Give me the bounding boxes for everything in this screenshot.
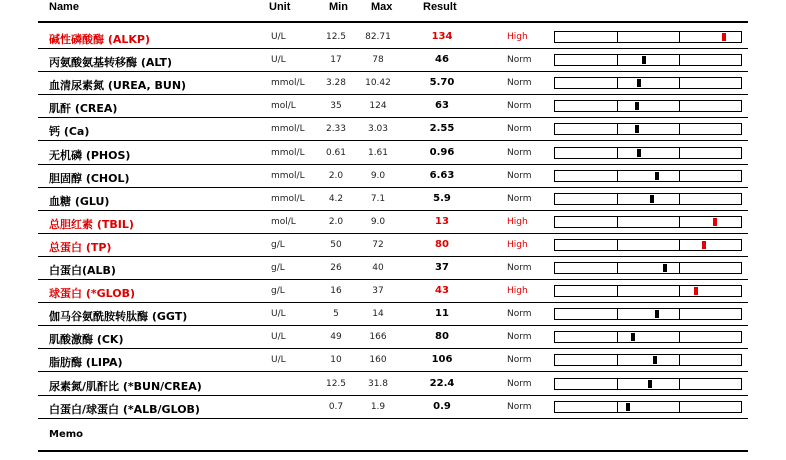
test-name: 无机磷 (PHOS) xyxy=(49,148,131,162)
result-value: 134 xyxy=(431,31,453,42)
header-unit: Unit xyxy=(269,1,291,13)
test-name: 总胆红素 (TBIL) xyxy=(49,217,134,231)
row-divider xyxy=(38,256,748,257)
range-bar xyxy=(554,147,742,159)
result-value: 0.96 xyxy=(429,146,455,158)
row-divider xyxy=(38,279,748,280)
unit-value: mmol/L xyxy=(271,147,305,158)
result-marker xyxy=(655,172,659,180)
row-divider xyxy=(38,210,748,211)
test-name: 钙 (Ca) xyxy=(49,125,90,139)
max-value: 124 xyxy=(369,101,387,112)
row-divider xyxy=(38,140,748,141)
result-marker xyxy=(642,56,646,64)
max-value: 3.03 xyxy=(367,124,389,135)
result-value: 6.63 xyxy=(429,169,455,181)
min-value: 5 xyxy=(333,309,339,320)
table-row xyxy=(0,96,786,119)
range-divider xyxy=(679,402,680,412)
range-divider xyxy=(617,240,618,250)
table-row xyxy=(0,27,786,50)
max-value: 9.0 xyxy=(370,216,386,227)
range-bar xyxy=(554,54,742,66)
min-value: 35 xyxy=(330,101,342,112)
range-divider xyxy=(617,379,618,389)
result-value: 80 xyxy=(435,238,449,250)
result-value: 43 xyxy=(435,285,449,297)
range-divider xyxy=(679,217,680,227)
result-value: 37 xyxy=(435,262,449,273)
range-divider xyxy=(679,286,680,296)
range-divider xyxy=(617,124,618,134)
test-name: 血糖 (GLU) xyxy=(49,194,110,208)
result-marker xyxy=(713,218,717,226)
status-flag: Norm xyxy=(507,147,532,158)
max-value: 7.1 xyxy=(370,193,386,204)
footer-rule xyxy=(38,450,748,452)
status-flag: High xyxy=(507,239,528,250)
unit-value: U/L xyxy=(271,32,286,42)
max-value: 31.8 xyxy=(367,378,389,389)
test-name: 球蛋白 (*GLOB) xyxy=(49,287,136,301)
max-value: 1.9 xyxy=(370,401,386,412)
range-divider xyxy=(679,379,680,389)
table-row xyxy=(0,350,786,373)
table-row xyxy=(0,235,786,258)
row-divider xyxy=(38,117,748,118)
status-flag: Norm xyxy=(507,401,532,412)
max-value: 78 xyxy=(372,55,384,66)
header-min: Min xyxy=(329,1,348,13)
unit-value: U/L xyxy=(271,55,286,66)
max-value: 1.61 xyxy=(367,147,389,158)
unit-value: mol/L xyxy=(271,216,296,227)
row-divider xyxy=(38,418,748,419)
range-divider xyxy=(679,171,680,181)
status-flag: Norm xyxy=(507,101,532,112)
range-divider xyxy=(679,355,680,365)
range-bar xyxy=(554,401,742,413)
result-marker xyxy=(655,310,659,318)
range-bar xyxy=(554,354,742,366)
table-row xyxy=(0,327,786,350)
unit-value: mmol/L xyxy=(271,78,305,89)
range-divider xyxy=(679,101,680,111)
test-name: 伽马谷氨酰胺转肽酶 (GGT) xyxy=(49,310,188,324)
result-marker xyxy=(694,287,698,295)
max-value: 14 xyxy=(372,309,384,320)
row-divider xyxy=(38,94,748,95)
table-row xyxy=(0,166,786,189)
header-rule xyxy=(38,21,748,23)
result-marker xyxy=(637,79,641,87)
result-value: 2.55 xyxy=(429,123,455,135)
table-row xyxy=(0,212,786,235)
result-marker xyxy=(648,380,652,388)
status-flag: Norm xyxy=(507,355,532,366)
range-divider xyxy=(617,171,618,181)
status-flag: Norm xyxy=(507,263,532,273)
min-value: 0.61 xyxy=(325,147,347,158)
min-value: 4.2 xyxy=(328,193,344,204)
range-bar xyxy=(554,170,742,182)
max-value: 82.71 xyxy=(365,32,391,42)
max-value: 10.42 xyxy=(365,78,391,89)
test-name: 白蛋白(ALB) xyxy=(49,264,116,277)
result-marker xyxy=(635,102,639,110)
range-bar xyxy=(554,308,742,320)
result-marker xyxy=(626,403,630,411)
result-value: 0.9 xyxy=(433,400,451,412)
range-divider xyxy=(617,148,618,158)
range-bar xyxy=(554,193,742,205)
min-value: 17 xyxy=(330,55,342,66)
test-name: 肌酐 (CREA) xyxy=(49,102,118,116)
result-value: 5.9 xyxy=(433,192,451,204)
min-value: 50 xyxy=(330,239,342,250)
max-value: 160 xyxy=(369,355,387,366)
status-flag: High xyxy=(507,216,528,227)
table-row xyxy=(0,143,786,166)
result-value: 106 xyxy=(431,354,453,366)
unit-value: mmol/L xyxy=(271,193,305,204)
range-divider xyxy=(617,402,618,412)
unit-value: mmol/L xyxy=(271,124,305,135)
min-value: 12.5 xyxy=(325,378,347,389)
row-divider xyxy=(38,348,748,349)
unit-value: mol/L xyxy=(271,101,296,112)
status-flag: Norm xyxy=(507,332,532,343)
header-result: Result xyxy=(423,1,457,13)
unit-value: U/L xyxy=(271,355,286,366)
range-divider xyxy=(617,55,618,65)
table-row xyxy=(0,374,786,397)
row-divider xyxy=(38,233,748,234)
row-divider xyxy=(38,371,748,372)
status-flag: Norm xyxy=(507,378,532,389)
result-marker xyxy=(631,333,635,341)
range-divider xyxy=(679,124,680,134)
table-row xyxy=(0,281,786,304)
range-divider xyxy=(679,55,680,65)
range-bar xyxy=(554,378,742,390)
table-row xyxy=(0,50,786,73)
range-divider xyxy=(617,194,618,204)
range-bar xyxy=(554,100,742,112)
result-value: 80 xyxy=(435,331,449,343)
range-bar xyxy=(554,216,742,228)
range-divider xyxy=(617,263,618,273)
range-divider xyxy=(617,355,618,365)
min-value: 2.33 xyxy=(325,124,347,135)
result-value: 46 xyxy=(435,54,449,66)
status-flag: Norm xyxy=(507,193,532,204)
test-name: 碱性磷酸酶 (ALKP) xyxy=(49,33,150,46)
row-divider xyxy=(38,395,748,396)
test-name: 尿素氮/肌酐比 (*BUN/CREA) xyxy=(49,379,202,393)
test-name: 脂肪酶 (LIPA) xyxy=(49,356,123,370)
range-divider xyxy=(617,78,618,88)
range-divider xyxy=(617,32,618,42)
table-row xyxy=(0,397,786,420)
range-divider xyxy=(617,101,618,111)
range-bar xyxy=(554,77,742,89)
status-flag: Norm xyxy=(507,170,532,181)
range-divider xyxy=(617,217,618,227)
range-divider xyxy=(617,332,618,342)
min-value: 12.5 xyxy=(325,32,347,42)
range-divider xyxy=(679,263,680,273)
result-marker xyxy=(722,33,726,41)
table-row xyxy=(0,119,786,142)
row-divider xyxy=(38,302,748,303)
result-marker xyxy=(653,356,657,364)
unit-value: mmol/L xyxy=(271,170,305,181)
result-marker xyxy=(650,195,654,203)
range-divider xyxy=(679,309,680,319)
min-value: 2.0 xyxy=(328,170,344,181)
status-flag: Norm xyxy=(507,78,532,89)
test-name: 丙氨酸氨基转移酶 (ALT) xyxy=(49,56,173,70)
test-name: 胆固醇 (CHOL) xyxy=(49,171,130,185)
row-divider xyxy=(38,325,748,326)
unit-value: g/L xyxy=(271,239,285,250)
range-bar xyxy=(554,262,742,274)
range-divider xyxy=(679,148,680,158)
test-name: 血清尿素氮 (UREA, BUN) xyxy=(49,79,187,93)
memo-label: Memo xyxy=(49,429,84,440)
row-divider xyxy=(38,187,748,188)
unit-value: g/L xyxy=(271,263,285,273)
result-marker xyxy=(637,149,641,157)
range-divider xyxy=(679,332,680,342)
range-bar xyxy=(554,331,742,343)
result-marker xyxy=(663,264,667,272)
table-row xyxy=(0,304,786,327)
unit-value: U/L xyxy=(271,332,286,343)
max-value: 72 xyxy=(372,239,384,250)
result-value: 5.70 xyxy=(429,77,455,89)
header-max: Max xyxy=(371,1,393,13)
min-value: 3.28 xyxy=(325,78,347,89)
test-name: 白蛋白/球蛋白 (*ALB/GLOB) xyxy=(49,402,200,416)
range-divider xyxy=(617,286,618,296)
header-name: Name xyxy=(49,1,79,13)
test-name: 总蛋白 (TP) xyxy=(49,240,112,254)
min-value: 16 xyxy=(330,286,342,297)
range-divider xyxy=(617,309,618,319)
range-bar xyxy=(554,31,742,43)
result-value: 11 xyxy=(435,308,449,320)
range-divider xyxy=(679,194,680,204)
table-row xyxy=(0,189,786,212)
result-value: 63 xyxy=(435,100,449,112)
range-bar xyxy=(554,123,742,135)
test-name: 肌酸激酶 (CK) xyxy=(49,333,124,347)
row-divider xyxy=(38,71,748,72)
status-flag: Norm xyxy=(507,309,532,320)
range-divider xyxy=(679,240,680,250)
result-marker xyxy=(635,125,639,133)
range-divider xyxy=(679,32,680,42)
unit-value: g/L xyxy=(271,286,285,297)
min-value: 0.7 xyxy=(328,401,344,412)
range-divider xyxy=(679,78,680,88)
row-divider xyxy=(38,164,748,165)
table-row xyxy=(0,258,786,281)
min-value: 26 xyxy=(330,263,342,273)
max-value: 40 xyxy=(372,263,384,273)
status-flag: High xyxy=(507,286,528,297)
result-marker xyxy=(702,241,706,249)
max-value: 37 xyxy=(372,286,384,297)
status-flag: Norm xyxy=(507,55,532,66)
status-flag: High xyxy=(507,32,528,42)
result-value: 22.4 xyxy=(429,377,455,389)
result-value: 13 xyxy=(435,215,449,227)
unit-value: U/L xyxy=(271,309,286,320)
max-value: 9.0 xyxy=(370,170,386,181)
range-bar xyxy=(554,285,742,297)
max-value: 166 xyxy=(369,332,387,343)
min-value: 2.0 xyxy=(328,216,344,227)
status-flag: Norm xyxy=(507,124,532,135)
range-bar xyxy=(554,239,742,251)
min-value: 49 xyxy=(330,332,342,343)
table-row xyxy=(0,73,786,96)
min-value: 10 xyxy=(330,355,342,366)
row-divider xyxy=(38,48,748,49)
